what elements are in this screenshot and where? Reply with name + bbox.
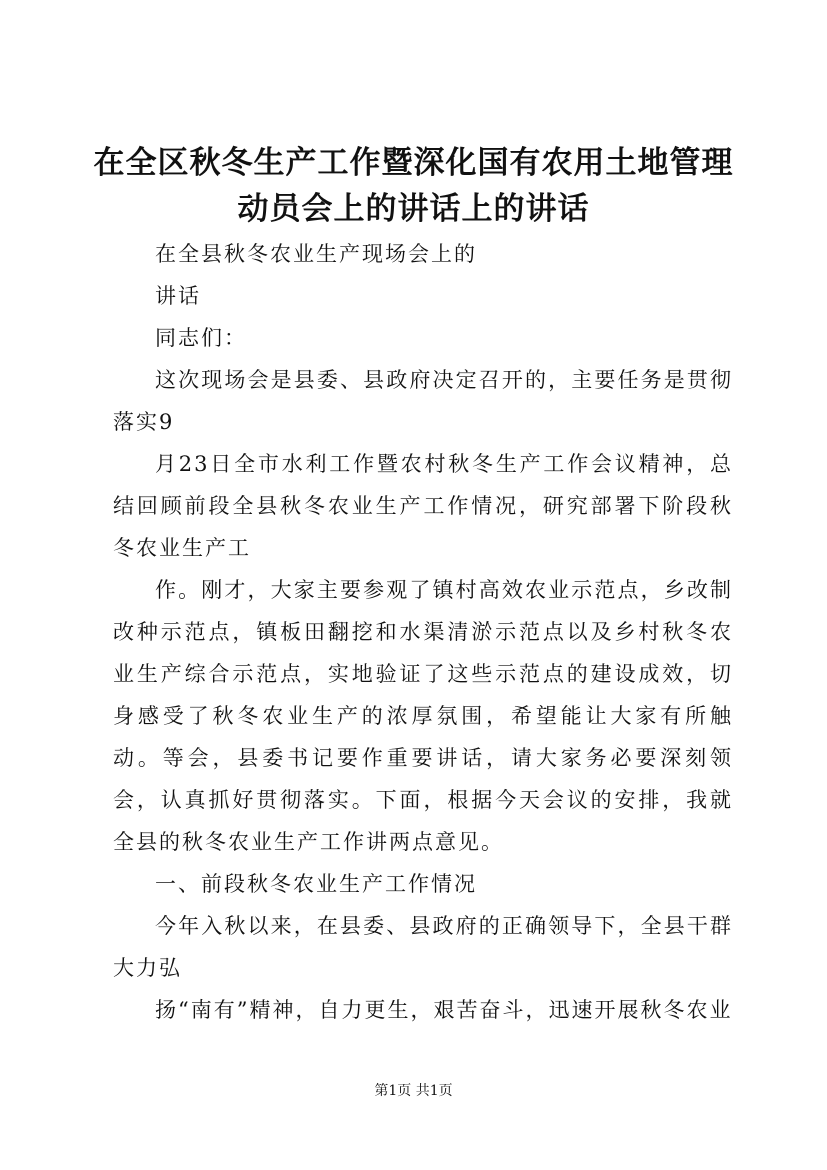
document-title bbox=[90, 140, 737, 232]
title-line-1: 在全区秋冬生产工作暨深化国有农用土地管理 bbox=[93, 145, 734, 181]
paragraph: 作。刚才，大家主要参观了镇村高效农业示范点，乡改制改种示范点，镇板田翻挖和水渠清淤示范点以及乡村秋冬农业生产综合示范点，实地验证了这些示范点的建设成效，切身感受了秋冬农业生产的浓厚氛围，希望能让大家有所触动。等会，县委书记要作重要讲话，请大家务必要深刻领会，认真抓好贯彻落实。下面，根据今天会议的安排，我就全县的秋冬农业生产工作讲两点意见。 bbox=[113, 578, 733, 854]
page-footer: 第1页 共1页 bbox=[374, 1083, 453, 1099]
paragraph: 这次现场会是县委、县政府决定召开的，主要任务是贯彻落实9 bbox=[113, 368, 733, 434]
section-heading: 一、前段秋冬农业生产工作情况 bbox=[155, 872, 477, 896]
paragraph: 月23日全市水利工作暨农村秋冬生产工作会议精神，总结回顾前段全县秋冬农业生产工作情况，研究部署下阶段秋冬农业生产工 bbox=[113, 452, 733, 560]
paragraph: 讲话 bbox=[155, 284, 201, 308]
title-line-2: 动员会上的讲话上的讲话 bbox=[237, 191, 590, 227]
paragraph: 今年入秋以来，在县委、县政府的正确领导下，全县干群大力弘 bbox=[113, 914, 733, 980]
paragraph: 同志们： bbox=[155, 326, 247, 350]
document-body bbox=[113, 233, 733, 1031]
paragraph: 扬“南有”精神，自力更生，艰苦奋斗，迅速开展秋冬农业 bbox=[155, 998, 733, 1022]
paragraph: 在全县秋冬农业生产现场会上的 bbox=[155, 242, 477, 266]
